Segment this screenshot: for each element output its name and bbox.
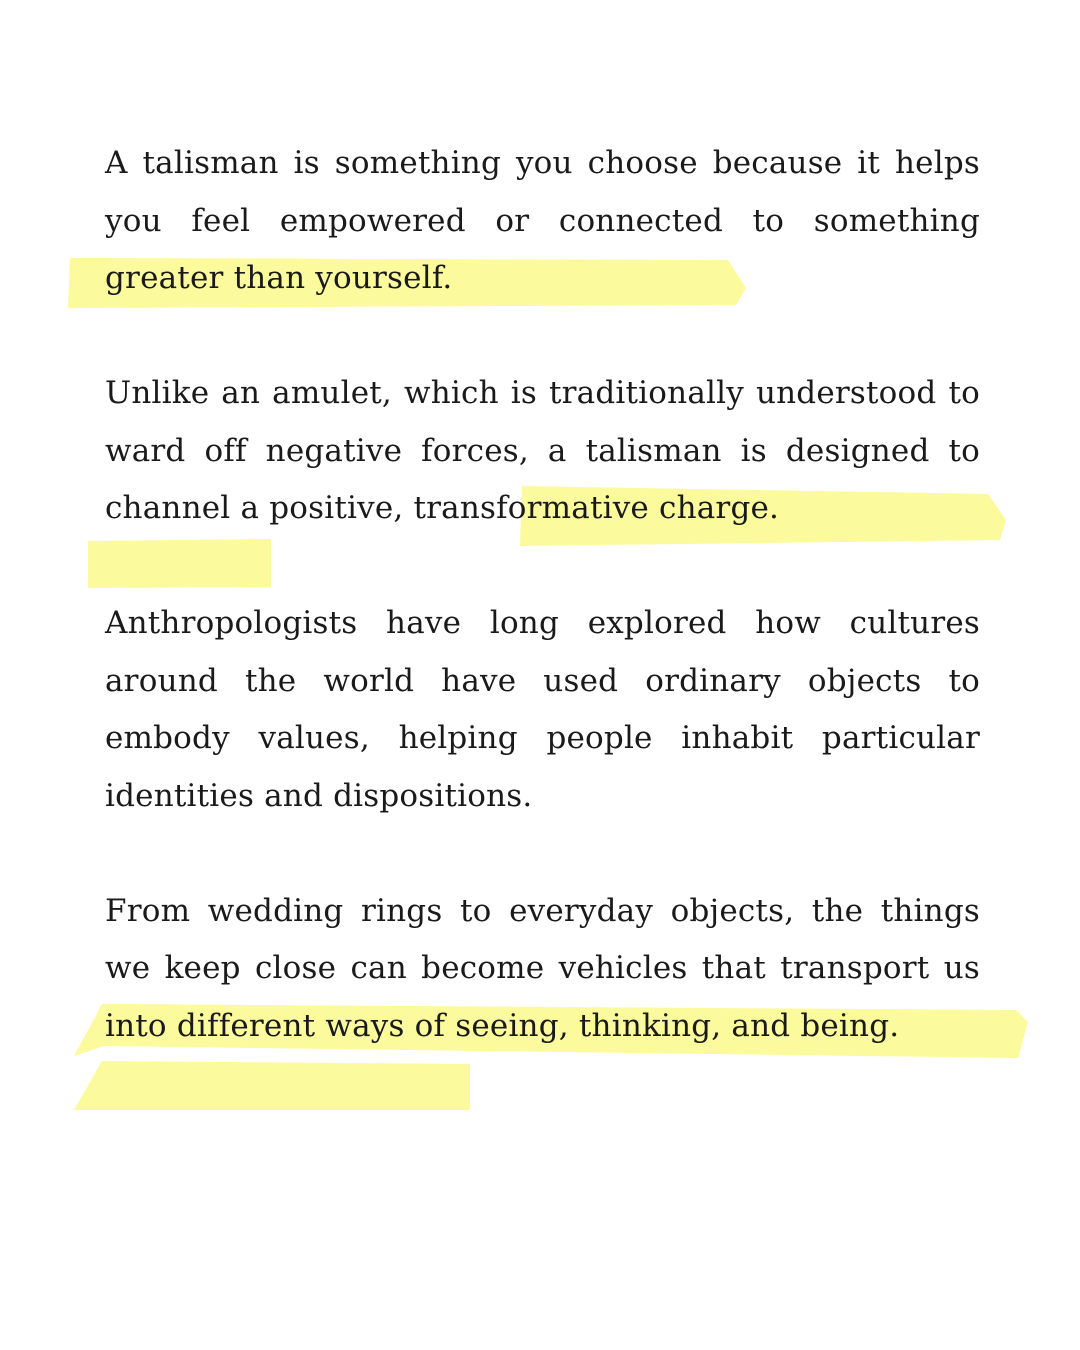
paragraph-4-text-end: different ways of seeing, thinking, and being. [166, 1007, 900, 1044]
highlight-mark-5 [74, 1061, 470, 1110]
paragraph-3 [105, 595, 980, 825]
paragraph-3-text: Anthropologists have long explored how cultures around the world have used ordinary objects to embody values, helping people inhabit particular identities and dispositions. [105, 605, 980, 814]
paragraph-2-text: Unlike an amulet, which is traditionally understood to ward off negative forces, a talisman is designed to channel [105, 375, 980, 526]
paragraph-4-text: From wedding rings to everyday objects, the [105, 892, 881, 929]
paragraph-1-highlight: something greater than yourself. [105, 202, 980, 296]
text-content [105, 135, 980, 1055]
paragraph-4 [105, 883, 980, 1056]
paragraph-4-highlight: things we keep close can become vehicles that transport us into [105, 892, 980, 1044]
paragraph-1-text: A talisman is something you choose because it helps you feel empowered or connected to [105, 145, 980, 239]
paragraph-2-highlight: a positive, transformative charge. [240, 490, 780, 526]
paragraph-1 [105, 135, 980, 308]
paragraph-2 [105, 365, 980, 538]
